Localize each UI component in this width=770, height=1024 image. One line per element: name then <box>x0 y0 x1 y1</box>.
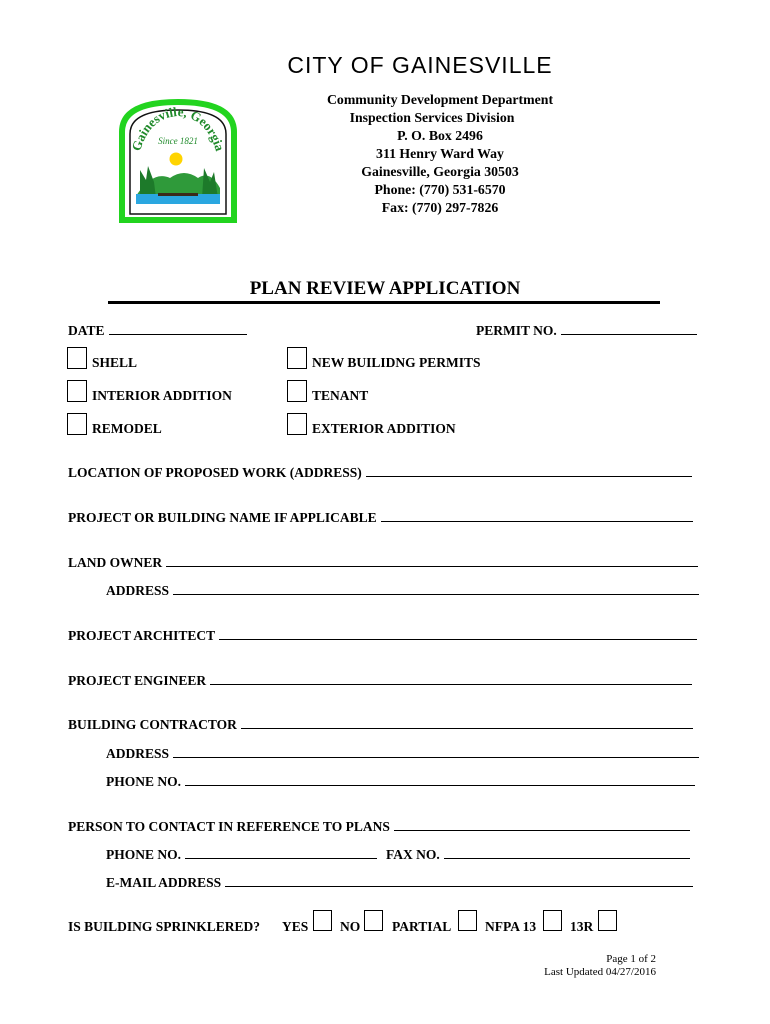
form-title: PLAN REVIEW APPLICATION <box>249 278 521 299</box>
page-footer <box>544 953 656 979</box>
exterior-addition-checkbox[interactable] <box>287 413 307 435</box>
sprinkler-partial-checkbox[interactable] <box>458 910 477 931</box>
architect-field[interactable] <box>68 627 697 644</box>
address-block <box>300 91 580 217</box>
address-line: 311 Henry Ward Way <box>376 146 504 161</box>
address-line: Fax: (770) 297-7826 <box>381 200 499 215</box>
shell-label: SHELL <box>92 355 138 370</box>
contractor-field[interactable] <box>68 716 693 733</box>
title-underline <box>108 301 660 304</box>
project-name-label: PROJECT OR BUILDING NAME IF APPLICABLE <box>68 510 377 525</box>
contractor-phone-field[interactable] <box>106 773 695 790</box>
address-line: Gainesville, Georgia 30503 <box>361 164 519 179</box>
project-name-field[interactable] <box>68 509 693 526</box>
email-field[interactable] <box>106 874 693 891</box>
land-owner-address-field[interactable] <box>106 582 699 599</box>
page-number: Page 1 of 2 <box>606 953 656 965</box>
contact-field[interactable] <box>68 818 690 835</box>
email-label: E-MAIL ADDRESS <box>106 875 222 890</box>
interior-addition-checkbox[interactable] <box>67 380 87 402</box>
engineer-label: PROJECT ENGINEER <box>68 673 207 688</box>
permit-line[interactable] <box>561 322 697 335</box>
sprinkler-13r-checkbox[interactable] <box>598 910 617 931</box>
land-owner-line[interactable] <box>166 554 698 567</box>
sprinkler-nfpa13-label: NFPA 13 <box>485 919 537 934</box>
exterior-addition-label: EXTERIOR ADDITION <box>312 421 456 436</box>
sprinkler-yes-label: YES <box>282 919 309 934</box>
sprinkler-no-checkbox[interactable] <box>364 910 383 931</box>
city-title: CITY OF GAINESVILLE <box>287 52 553 78</box>
address-line: Phone: (770) 531-6570 <box>374 182 506 197</box>
new-building-label: NEW BUILIDNG PERMITS <box>312 355 481 370</box>
architect-line[interactable] <box>219 627 697 640</box>
location-label: LOCATION OF PROPOSED WORK (ADDRESS) <box>68 465 362 480</box>
contact-line[interactable] <box>394 818 690 831</box>
date-label: DATE <box>68 323 105 338</box>
contact-phone-label: PHONE NO. <box>106 847 182 862</box>
engineer-field[interactable] <box>68 672 692 689</box>
sprinkler-question: IS BUILDING SPRINKLERED? <box>68 919 261 934</box>
engineer-line[interactable] <box>210 672 692 685</box>
logo-since: Since 1821 <box>158 136 198 146</box>
contact-phone-line[interactable] <box>185 846 377 859</box>
contractor-address-label: ADDRESS <box>106 746 170 761</box>
contractor-line[interactable] <box>241 716 693 729</box>
tenant-label: TENANT <box>312 388 369 403</box>
date-line[interactable] <box>109 322 247 335</box>
contact-label: PERSON TO CONTACT IN REFERENCE TO PLANS <box>68 819 390 834</box>
address-line: Community Development Department <box>326 92 554 107</box>
sprinkler-13r-label: 13R <box>570 919 594 934</box>
location-line[interactable] <box>366 464 692 477</box>
permit-field[interactable] <box>476 322 697 339</box>
sprinkler-partial-label: PARTIAL <box>392 919 452 934</box>
land-owner-label: LAND OWNER <box>68 555 163 570</box>
contact-fax-line[interactable] <box>444 846 690 859</box>
logo-text: Gainesville, Georgia <box>128 103 228 153</box>
sprinkler-no-label: NO <box>340 919 361 934</box>
last-updated: Last Updated 04/27/2016 <box>544 966 656 978</box>
remodel-checkbox[interactable] <box>67 413 87 435</box>
contractor-phone-label: PHONE NO. <box>106 774 182 789</box>
architect-label: PROJECT ARCHITECT <box>68 628 216 643</box>
interior-addition-label: INTERIOR ADDITION <box>92 388 232 403</box>
email-line[interactable] <box>225 874 693 887</box>
date-field[interactable] <box>68 322 247 339</box>
contractor-address-line[interactable] <box>173 745 699 758</box>
permit-label: PERMIT NO. <box>476 323 557 338</box>
contact-phone-field[interactable] <box>106 846 377 863</box>
contractor-label: BUILDING CONTRACTOR <box>68 717 237 732</box>
land-owner-address-line[interactable] <box>173 582 699 595</box>
contractor-address-field[interactable] <box>106 745 699 762</box>
new-building-checkbox[interactable] <box>287 347 307 369</box>
address-line: Inspection Services Division <box>349 110 515 125</box>
address-line: P. O. Box 2496 <box>397 128 483 143</box>
sprinkler-yes-checkbox[interactable] <box>313 910 332 931</box>
tenant-checkbox[interactable] <box>287 380 307 402</box>
location-field[interactable] <box>68 464 692 481</box>
contact-fax-field[interactable] <box>386 846 690 863</box>
contractor-phone-line[interactable] <box>185 773 695 786</box>
sprinkler-nfpa13-checkbox[interactable] <box>543 910 562 931</box>
project-name-line[interactable] <box>381 509 693 522</box>
shell-checkbox[interactable] <box>67 347 87 369</box>
city-seal-logo <box>118 98 238 224</box>
contact-fax-label: FAX NO. <box>386 847 440 862</box>
land-owner-field[interactable] <box>68 554 698 571</box>
remodel-label: REMODEL <box>92 421 162 436</box>
land-owner-address-label: ADDRESS <box>106 583 170 598</box>
